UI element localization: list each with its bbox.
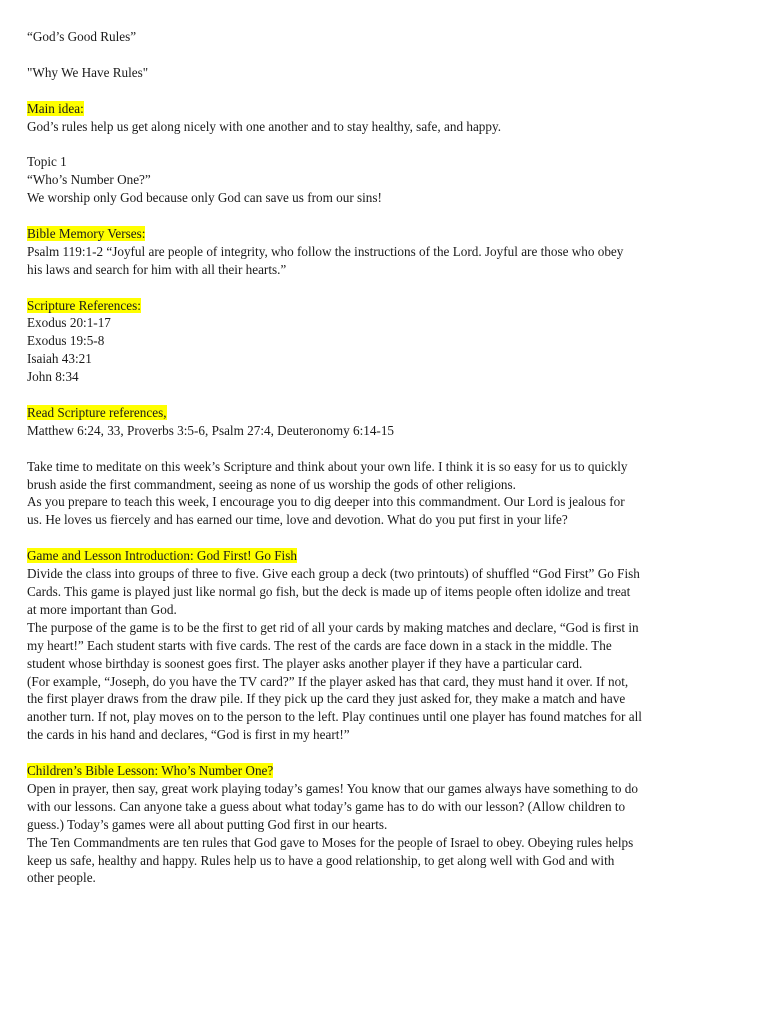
- main-idea-heading: Main idea:: [27, 100, 84, 116]
- game-line: Divide the class into groups of three to five. Give each group a deck (two printouts) of shuffled “God First” Go Fish: [27, 566, 640, 582]
- memory-verses-heading: Bible Memory Verses:: [27, 225, 146, 241]
- spacer: [27, 82, 748, 100]
- game-line: another turn. If not, play moves on to the person to the left. Play continues until one player has found matches for all: [27, 709, 642, 725]
- spacer: [27, 207, 748, 225]
- read-scripture-heading: Read Scripture references,: [27, 404, 167, 420]
- document-subtitle: "Why We Have Rules": [27, 64, 149, 80]
- spacer: [27, 386, 748, 404]
- spacer: [27, 279, 748, 297]
- lesson-heading: Children’s Bible Lesson: Who’s Number One?: [27, 763, 274, 779]
- lesson-line: with our lessons. Can anyone take a guess about what today’s game has to do with our lesson? (Allow children to: [27, 798, 626, 814]
- read-scripture-heading-line: [27, 404, 748, 422]
- game-line: Cards. This game is played just like normal go fish, but the deck is made up of items people often idolize and treat: [27, 583, 631, 599]
- main-idea-heading-line: [27, 100, 748, 118]
- meditation-line: As you prepare to teach this week, I encourage you to dig deeper into this commandment. Our Lord is jealous for: [27, 494, 625, 510]
- game-line: student whose birthday is soonest goes first. The player asks another player if they have a particular card.: [27, 655, 583, 671]
- meditation-line: brush aside the first commandment, seeing as none of us worship the gods of other religions.: [27, 476, 516, 492]
- lesson-line: The Ten Commandments are ten rules that God gave to Moses for the people of Israel to obey. Obeying rules helps: [27, 834, 634, 850]
- game-line: my heart!” Each student starts with five cards. The rest of the cards are face down in a stack in the middle. The: [27, 637, 612, 653]
- topic-text: We worship only God because only God can save us from our sins!: [27, 190, 382, 206]
- lesson-line: Open in prayer, then say, great work playing today’s games! You know that our games always have something to do: [27, 780, 638, 796]
- game-line: the cards in his hand and declares, “God is first in my heart!”: [27, 727, 350, 743]
- game-line: at more important than God.: [27, 601, 177, 617]
- memory-verse-line: his laws and search for him with all their hearts.”: [27, 261, 287, 277]
- document-title: “God’s Good Rules”: [27, 29, 137, 44]
- meditation-line: us. He loves us fiercely and has earned our time, love and devotion. What do you put first in your life?: [27, 512, 568, 528]
- game-heading: Game and Lesson Introduction: God First! Go Fish: [27, 548, 297, 564]
- lesson-line: keep us safe, healthy and happy. Rules help us to have a good relationship, to get along well with God and with: [27, 852, 615, 868]
- scripture-reference-item: Exodus 19:5-8: [27, 333, 105, 349]
- game-line: the first player draws from the draw pile. If they pick up the card they just asked for, they make a match and have: [27, 691, 626, 707]
- spacer: [27, 529, 748, 547]
- main-idea-text: God’s rules help us get along nicely with one another and to stay healthy, safe, and happy.: [27, 118, 502, 134]
- lesson-line: other people.: [27, 870, 96, 886]
- game-heading-line: [27, 547, 748, 565]
- read-scripture-text: Matthew 6:24, 33, Proverbs 3:5-6, Psalm 27:4, Deuteronomy 6:14-15: [27, 422, 395, 438]
- topic-name: “Who’s Number One?”: [27, 172, 151, 188]
- scripture-references-heading: Scripture References:: [27, 297, 141, 313]
- topic-label: Topic 1: [27, 154, 67, 170]
- lesson-heading-line: [27, 762, 748, 780]
- spacer: [27, 744, 748, 762]
- meditation-line: Take time to meditate on this week’s Scripture and think about your own life. I think it is so easy for us to quickly: [27, 458, 628, 474]
- spacer: [27, 46, 748, 64]
- scripture-references-heading-line: [27, 297, 748, 315]
- memory-verses-heading-line: [27, 225, 748, 243]
- lesson-line: guess.) Today’s games were all about putting God first in our hearts.: [27, 816, 388, 832]
- memory-verse-line: Psalm 119:1-2 “Joyful are people of integrity, who follow the instructions of the Lord. Joyful are those who obey: [27, 243, 624, 259]
- spacer: [27, 440, 748, 458]
- scripture-reference-item: Exodus 20:1-17: [27, 315, 111, 331]
- game-line: (For example, “Joseph, do you have the TV card?” If the player asked has that card, they must hand it over. If not,: [27, 673, 629, 689]
- game-line: The purpose of the game is to be the first to get rid of all your cards by making matches and declare, “God is first in: [27, 619, 639, 635]
- spacer: [27, 135, 748, 153]
- scripture-reference-item: John 8:34: [27, 369, 79, 385]
- scripture-reference-item: Isaiah 43:21: [27, 351, 92, 367]
